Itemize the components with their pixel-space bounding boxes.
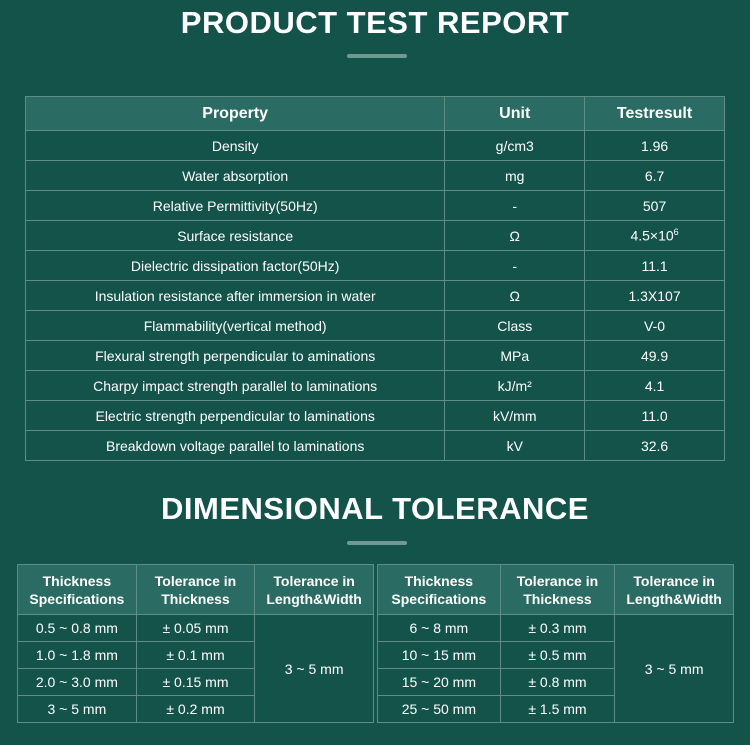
result-cell: 1.96 bbox=[585, 131, 725, 161]
thickness-spec-cell: 6 ~ 8 mm bbox=[378, 615, 501, 642]
property-cell: Surface resistance bbox=[26, 221, 445, 251]
header-unit: Unit bbox=[445, 97, 585, 131]
table-row bbox=[26, 221, 725, 251]
table-row bbox=[26, 311, 725, 341]
unit-cell: - bbox=[445, 251, 585, 281]
unit-cell: mg bbox=[445, 161, 585, 191]
result-cell: 32.6 bbox=[585, 431, 725, 461]
property-cell: Water absorption bbox=[26, 161, 445, 191]
result-cell: V-0 bbox=[585, 311, 725, 341]
table-row bbox=[26, 131, 725, 161]
length-width-cell: 3 ~ 5 mm bbox=[615, 615, 734, 723]
property-cell: Dielectric dissipation factor(50Hz) bbox=[26, 251, 445, 281]
unit-cell: Class bbox=[445, 311, 585, 341]
length-width-cell: 3 ~ 5 mm bbox=[255, 615, 374, 723]
unit-cell: Ω bbox=[445, 221, 585, 251]
result-exponent: 6 bbox=[673, 227, 679, 238]
result-cell: 1.3X107 bbox=[585, 281, 725, 311]
header-result: Testresult bbox=[585, 97, 725, 131]
table-row bbox=[26, 191, 725, 221]
tolerance-cell: ± 0.3 mm bbox=[500, 615, 615, 642]
header-property: Property bbox=[26, 97, 445, 131]
test-report-table bbox=[25, 96, 725, 461]
table-row bbox=[378, 615, 734, 642]
table-header-row bbox=[18, 565, 374, 615]
table-row bbox=[26, 341, 725, 371]
thickness-spec-cell: 3 ~ 5 mm bbox=[18, 696, 137, 723]
table-row bbox=[26, 401, 725, 431]
table-row bbox=[18, 615, 374, 642]
unit-cell: g/cm3 bbox=[445, 131, 585, 161]
property-cell: Flexural strength perpendicular to aminations bbox=[26, 341, 445, 371]
thickness-spec-cell: 0.5 ~ 0.8 mm bbox=[18, 615, 137, 642]
tolerance-cell: ± 0.8 mm bbox=[500, 669, 615, 696]
property-cell: Breakdown voltage parallel to laminations bbox=[26, 431, 445, 461]
unit-cell: kV bbox=[445, 431, 585, 461]
thickness-spec-cell: 25 ~ 50 mm bbox=[378, 696, 501, 723]
tolerance-table-right bbox=[377, 564, 734, 723]
table-row bbox=[26, 431, 725, 461]
result-cell bbox=[585, 221, 725, 251]
result-value: 4.5×10 bbox=[630, 227, 674, 244]
result-cell: 11.0 bbox=[585, 401, 725, 431]
result-cell: 4.1 bbox=[585, 371, 725, 401]
property-cell: Relative Permittivity(50Hz) bbox=[26, 191, 445, 221]
header-tolerance-length-width: Tolerance in Length&Width bbox=[615, 565, 734, 615]
thickness-spec-cell: 1.0 ~ 1.8 mm bbox=[18, 642, 137, 669]
title-divider bbox=[347, 54, 407, 58]
thickness-spec-cell: 10 ~ 15 mm bbox=[378, 642, 501, 669]
property-cell: Charpy impact strength parallel to laminations bbox=[26, 371, 445, 401]
tolerance-cell: ± 0.1 mm bbox=[136, 642, 254, 669]
tolerance-cell: ± 0.05 mm bbox=[136, 615, 254, 642]
tolerance-cell: ± 1.5 mm bbox=[500, 696, 615, 723]
unit-cell: kJ/m² bbox=[445, 371, 585, 401]
result-cell: 507 bbox=[585, 191, 725, 221]
unit-cell: kV/mm bbox=[445, 401, 585, 431]
tolerance-cell: ± 0.2 mm bbox=[136, 696, 254, 723]
property-cell: Electric strength perpendicular to laminations bbox=[26, 401, 445, 431]
table-row bbox=[26, 161, 725, 191]
header-thickness-spec: Thickness Specifications bbox=[18, 565, 137, 615]
thickness-spec-cell: 2.0 ~ 3.0 mm bbox=[18, 669, 137, 696]
property-cell: Insulation resistance after immersion in water bbox=[26, 281, 445, 311]
tolerance-cell: ± 0.15 mm bbox=[136, 669, 254, 696]
table-row bbox=[26, 281, 725, 311]
header-thickness-spec: Thickness Specifications bbox=[378, 565, 501, 615]
header-tolerance-thickness: Tolerance in Thickness bbox=[136, 565, 254, 615]
report-title: PRODUCT TEST REPORT bbox=[180, 5, 570, 40]
unit-cell: Ω bbox=[445, 281, 585, 311]
result-cell: 49.9 bbox=[585, 341, 725, 371]
table-row bbox=[26, 251, 725, 281]
property-cell: Density bbox=[26, 131, 445, 161]
table-header-row bbox=[378, 565, 734, 615]
table-header-row bbox=[26, 97, 725, 131]
table-row bbox=[26, 371, 725, 401]
unit-cell: - bbox=[445, 191, 585, 221]
tolerance-title: DIMENSIONAL TOLERANCE bbox=[161, 491, 589, 526]
property-cell: Flammability(vertical method) bbox=[26, 311, 445, 341]
header-tolerance-length-width: Tolerance in Length&Width bbox=[255, 565, 374, 615]
tolerance-cell: ± 0.5 mm bbox=[500, 642, 615, 669]
thickness-spec-cell: 15 ~ 20 mm bbox=[378, 669, 501, 696]
result-cell: 6.7 bbox=[585, 161, 725, 191]
result-cell: 11.1 bbox=[585, 251, 725, 281]
header-tolerance-thickness: Tolerance in Thickness bbox=[500, 565, 615, 615]
tolerance-table-left bbox=[17, 564, 374, 723]
unit-cell: MPa bbox=[445, 341, 585, 371]
title-divider bbox=[347, 541, 407, 545]
